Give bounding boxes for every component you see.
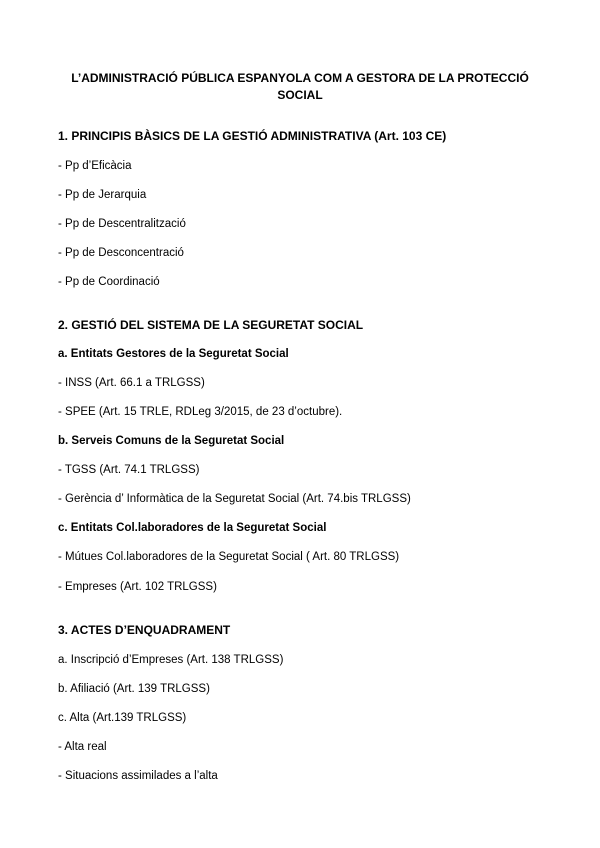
section-1-item: - Pp de Coordinació (58, 276, 160, 288)
subsection-c-heading: c. Entitats Col.laboradores de la Seguretat Social (58, 522, 327, 534)
subsection-c-item: - Empreses (Art. 102 TRLGSS) (58, 581, 217, 593)
title-line-1: L’ADMINISTRACIÓ PÚBLICA ESPANYOLA COM A GESTORA DE LA PROTECCIÓ (71, 71, 529, 85)
section-1-item: - Pp de Jerarquia (58, 189, 147, 201)
section-3-heading: 3. ACTES D’ENQUADRAMENT (58, 623, 231, 637)
document-title (40, 70, 560, 104)
section-3-item: a. Inscripció d’Empreses (Art. 138 TRLGSS) (58, 654, 284, 666)
subsection-a-heading: a. Entitats Gestores de la Seguretat Social (58, 348, 289, 360)
section-2-heading: 2. GESTIÓ DEL SISTEMA DE LA SEGURETAT SOCIAL (58, 318, 364, 332)
section-1-heading: 1. PRINCIPIS BÀSICS DE LA GESTIÓ ADMINISTRATIVA (Art. 103 CE) (58, 129, 447, 143)
subsection-b-item: - TGSS (Art. 74.1 TRLGSS) (58, 464, 200, 476)
title-line-2: SOCIAL (277, 88, 323, 102)
section-1-item: - Pp d’Eficàcia (58, 160, 132, 172)
subsection-a-item: - INSS (Art. 66.1 a TRLGSS) (58, 377, 205, 389)
subsection-b-item: - Gerència d’ Informàtica de la Seguretat Social (Art. 74.bis TRLGSS) (58, 493, 411, 505)
section-3-item: b. Afiliació (Art. 139 TRLGSS) (58, 683, 210, 695)
section-1-item: - Pp de Desconcentració (58, 247, 184, 259)
section-3-item: - Situacions assimilades a l’alta (58, 770, 218, 782)
section-3-item: - Alta real (58, 741, 107, 753)
subsection-b-heading: b. Serveis Comuns de la Seguretat Social (58, 435, 285, 447)
section-3-item: c. Alta (Art.139 TRLGSS) (58, 712, 187, 724)
subsection-a-item: - SPEE (Art. 15 TRLE, RDLeg 3/2015, de 23 d’octubre). (58, 406, 343, 418)
subsection-c-item: - Mútues Col.laboradores de la Seguretat Social ( Art. 80 TRLGSS) (58, 551, 400, 563)
section-1-item: - Pp de Descentralització (58, 218, 186, 230)
